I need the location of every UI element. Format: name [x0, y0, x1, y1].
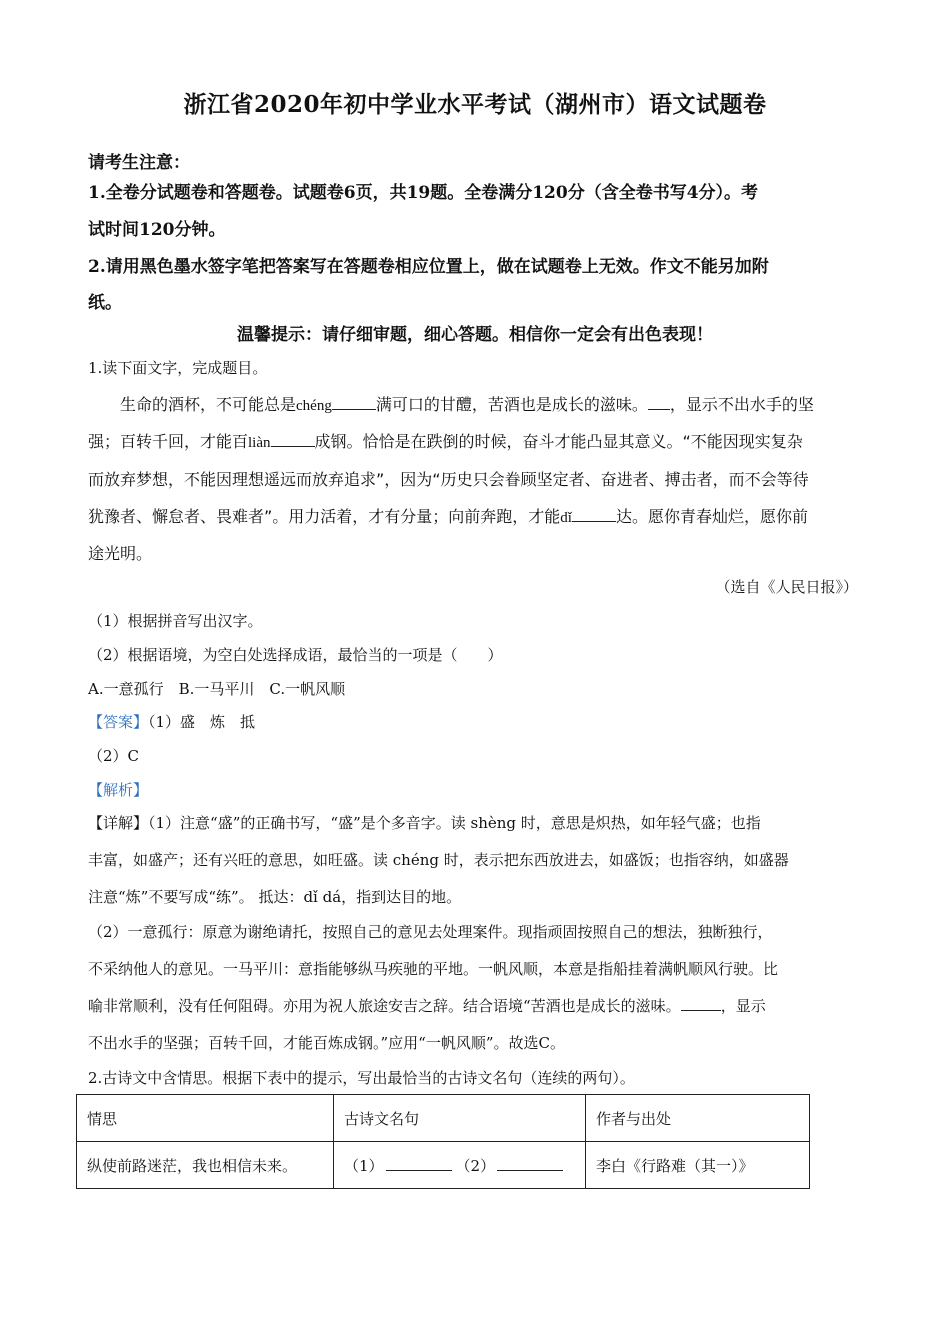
- passage-line-5: 途光明。: [88, 544, 153, 563]
- explanation-line-2: 不采纳他人的意见。一马平川：意指能够纵马疾驰的平地。一帆风顺，本意是指船挂着满帆顺风行驶。比: [88, 960, 779, 978]
- answer-line-1: [88, 711, 255, 732]
- passage-text: 成钢。恰恰是在跌倒的时候，奋斗才能凸显其意义。“不能因现实复杂: [314, 432, 803, 451]
- source-cell: 李白《行路难（其一）》: [586, 1142, 810, 1189]
- answer-blank-2[interactable]: [497, 1157, 563, 1171]
- emotion-cell: 纵使前路迷茫，我也相信未来。: [77, 1142, 334, 1189]
- fill-blank: [271, 432, 315, 447]
- explanation-line-3: [88, 995, 766, 1016]
- blank-1-label: （1）: [344, 1156, 384, 1175]
- notice-item-2-line-2: 纸。: [88, 293, 122, 313]
- sub-question-2: （2）根据语境，为空白处选择成语，最恰当的一项是（ ）: [88, 646, 503, 664]
- table-header-quote: 古诗文名句: [334, 1095, 586, 1142]
- passage-line-1: [120, 392, 814, 415]
- passage-text: 达。愿你青春灿烂，愿你前: [615, 507, 808, 526]
- blank-2-label: （2）: [455, 1156, 496, 1175]
- fill-blank: [681, 996, 721, 1011]
- pinyin-lian: liàn: [248, 435, 271, 451]
- answer-line-2: （2）C: [88, 747, 140, 765]
- explanation-text: 喻非常顺利，没有任何阻碍。亦用为祝人旅途安吉之辞。结合语境“苦酒也是成长的滋味。: [88, 997, 681, 1015]
- answer-blank-1[interactable]: [386, 1157, 452, 1171]
- passage-text: 满可口的甘醴，苦酒也是成长的滋味。: [375, 395, 648, 414]
- detail-tag: 【详解】: [88, 814, 149, 832]
- page-title: 浙江省2020年初中学业水平考试（湖州市）语文试题卷: [183, 91, 767, 118]
- question-1-prompt: 1.读下面文字，完成题目。: [88, 359, 268, 377]
- pinyin-cheng: chéng: [296, 398, 332, 414]
- fill-blank: [572, 507, 616, 522]
- notice-item-1-line-1: 1.全卷分试题卷和答题卷。试题卷6页，共19题。全卷满分120分（含全卷书写4分）。考: [88, 183, 759, 203]
- answer-options: A.一意孤行 B.一马平川 C.一帆风顺: [88, 680, 346, 698]
- fill-blank: [648, 395, 670, 410]
- table-header-row: [77, 1095, 810, 1142]
- fill-blank: [332, 395, 376, 410]
- detail-line-3: 注意“炼”不要写成“练”。 抵达：dǐ dá，指到达目的地。: [88, 888, 462, 906]
- notice-item-2-line-1: 2.请用黑色墨水签字笔把答案写在答题卷相应位置上，做在试题卷上无效。作文不能另加附: [88, 257, 769, 277]
- analysis-tag: 【解析】: [88, 781, 149, 799]
- table-header-source: 作者与出处: [586, 1095, 810, 1142]
- passage-text: 犹豫者、懈怠者、畏难者”。用力活着，才有分量；向前奔跑，才能: [88, 507, 561, 526]
- sub-question-1: （1）根据拼音写出汉字。: [88, 612, 263, 630]
- detail-line-1: [88, 812, 761, 833]
- passage-text: ，显示不出水手的坚: [669, 395, 814, 414]
- explanation-line-1: （2）一意孤行：原意为谢绝请托，按照自己的意见去处理案件。现指顽固按照自己的想法，独断独行，: [88, 923, 773, 941]
- detail-text: （1）注意“盛”的正确书写，“盛”是个多音字。读 shèng 时，意思是炽热，如年轻气盛；也指: [148, 814, 761, 832]
- detail-line-2: 丰富，如盛产；还有兴旺的意思，如旺盛。读 chéng 时，表示把东西放进去，如盛饭；也指容纳，如盛器: [88, 851, 789, 869]
- quote-cell: [334, 1142, 586, 1189]
- poetry-table: [76, 1094, 810, 1189]
- encouragement-tip: 温馨提示：请仔细审题，细心答题。相信你一定会有出色表现！: [237, 325, 713, 345]
- passage-line-3: 而放弃梦想，不能因理想遥远而放弃追求”，因为“历史只会眷顾坚定者、奋进者、搏击者，而不会等待: [88, 470, 809, 489]
- passage-text: 生命的酒杯，不可能总是: [120, 395, 297, 414]
- answer-tag: 【答案】: [88, 713, 149, 731]
- passage-text: 强；百转千回，才能百: [88, 432, 249, 451]
- pinyin-di: dǐ: [560, 510, 572, 526]
- answer-1: （1）盛 炼 抵: [148, 713, 256, 731]
- passage-line-2: [88, 429, 803, 452]
- question-2-prompt: 2.古诗文中含情思。根据下表中的提示，写出最恰当的古诗文名句（连续的两句）。: [88, 1069, 635, 1087]
- table-header-emotion: 情思: [77, 1095, 334, 1142]
- notice-heading: 请考生注意：: [88, 153, 190, 173]
- passage-line-4: [88, 504, 808, 527]
- passage-source: （选自《人民日报》）: [715, 578, 858, 596]
- table-row: [77, 1142, 810, 1189]
- explanation-text: ，显示: [720, 997, 766, 1015]
- explanation-line-4: 不出水手的坚强；百转千回，才能百炼成钢。”应用“一帆风顺”。故选C。: [88, 1034, 565, 1052]
- notice-item-1-line-2: 试时间120分钟。: [88, 220, 226, 240]
